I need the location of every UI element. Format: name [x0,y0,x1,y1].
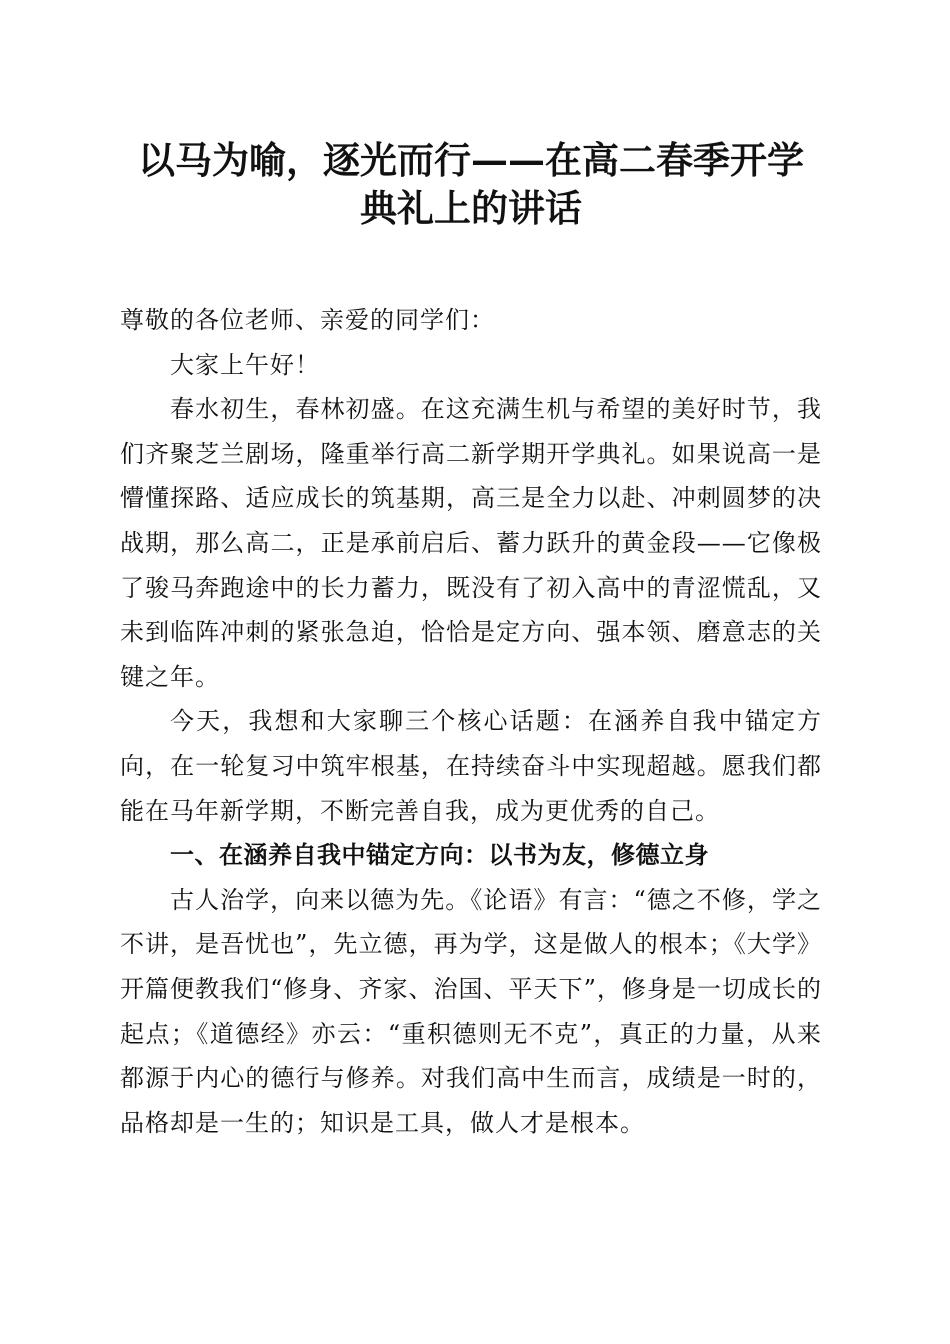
salutation: 尊敬的各位老师、亲爱的同学们： [120,306,495,334]
section-paragraph: 古人治学，向来以德为先。《论语》有言：“德之不修，学之不讲，是吾忧也”，先立德，再为学，这是做人的根本；《大学》开篇便教我们“修身、齐家、治国、平天下”，修身是一切成长的起点；《道德经》亦云：“重积德则无不克”，真正的力量，从来都源于内心的德行与修养。对我们高中生而言，成绩是一时的，品格却是一生的；知识是工具，做人才是根本。 [120,885,822,1137]
paragraph-topics: 今天，我想和大家聊三个核心话题：在涵养自我中锚定方向，在一轮复习中筑牢根基，在持续奋斗中实现超越。愿我们都能在马年新学期，不断完善自我，成为更优秀的自己。 [120,707,822,825]
paragraph-opening: 春水初生，春林初盛。在这充满生机与希望的美好时节，我们齐聚芝兰剧场，隆重举行高二新学期开学典礼。如果说高一是懵懂探路、适应成长的筑基期，高三是全力以赴、冲刺圆梦的决战期，那么高二，正是承前启后、蓄力跃升的黄金段——它像极了骏马奔跑途中的长力蓄力，既没有了初入高中的青涩慌乱，又未到临阵冲刺的紧张急迫，恰恰是定方向、强本领、磨意志的关键之年。 [120,395,822,691]
document-body [120,298,822,1145]
document-title: 以马为喻，逐光而行——在高二春季开学典礼上的讲话 [138,138,804,230]
document-content [120,136,822,1145]
section-heading: 一、在涵养自我中锚定方向：以书为友，修德立身 [170,841,709,870]
greeting: 大家上午好！ [170,350,320,379]
